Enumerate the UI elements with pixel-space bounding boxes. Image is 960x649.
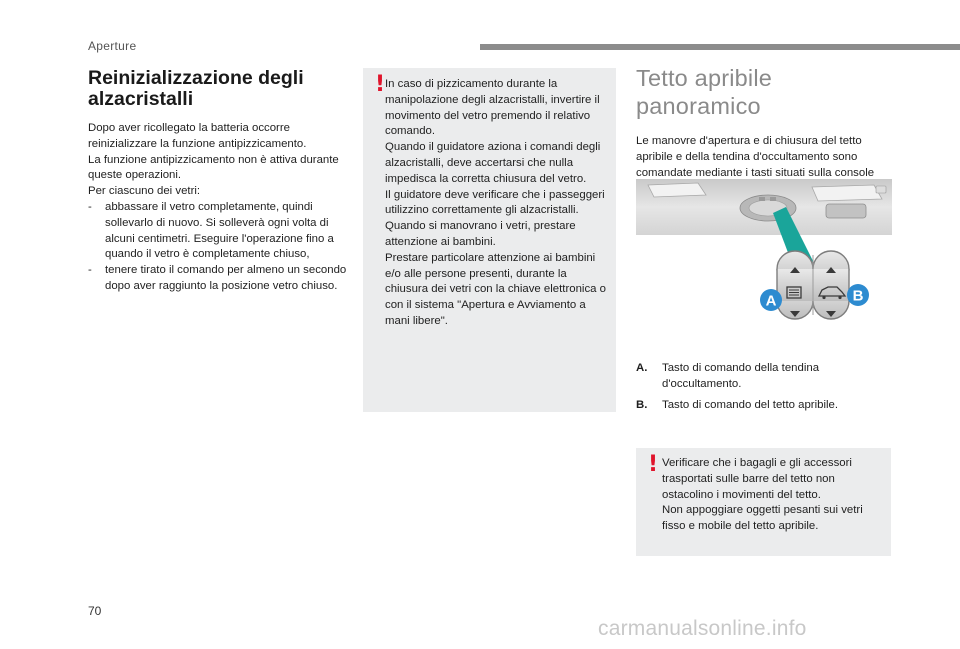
- legend-key: A.: [636, 362, 648, 374]
- list-dash: -: [88, 264, 92, 277]
- reinit-heading: [88, 68, 350, 110]
- sunroof-heading: Tetto apribile panoramico: [636, 65, 773, 119]
- warning-paragraph: Quando si manovrano i vetri, prestare attenzione ai bambini.: [385, 220, 576, 248]
- step-text: tenere tirato il comando per almeno un secondo dopo aver raggiunto la posizione vetro chiuso.: [105, 264, 347, 292]
- legend-text: Tasto di comando del tetto apribile.: [662, 398, 839, 411]
- legend-text: Tasto di comando della tendina d'occultamento.: [662, 362, 820, 390]
- roof-console-illustration: [636, 179, 892, 335]
- sunroof-switch-module: [777, 251, 849, 319]
- console-button-small: [770, 197, 776, 201]
- console-button-small: [759, 197, 765, 201]
- warning-paragraph: Quando il guidatore aziona i comandi degli alzacristalli, deve accertarsi che nulla impedisca la corretta chiusura del vetro.: [385, 141, 601, 185]
- warning-paragraph: Il guidatore deve verificare che i passeggeri utilizzino correttamente gli alzacristalli.: [385, 188, 605, 217]
- section-title: Aperture: [88, 39, 137, 53]
- roof-console-svg: [636, 179, 892, 335]
- warning-box-pinch: [363, 68, 616, 412]
- reinit-intro-1: Dopo aver ricollegato la batteria occorre reinizializzare la funzione antipizzicamento.: [88, 122, 307, 150]
- reinit-heading-line2: alzacristalli: [88, 88, 194, 110]
- step-text: abbassare il vetro completamente, quindi sollevarlo di nuovo. Si solleverà ogni volta di alcuni centimetri. Eseguire l'operazione fino a quando il vetro è completamente chiuso,: [105, 200, 334, 261]
- warning-text: [385, 77, 612, 330]
- sunroof-legend: [636, 361, 892, 418]
- reinit-heading-line1: Reinizializzazione degli: [88, 67, 304, 89]
- warning-paragraph: In caso di pizzicamento durante la manipolazione degli alzacristalli, invertire il movimento del vetro premendo il relativo comando.: [385, 78, 600, 138]
- sun-visor-right: [812, 185, 882, 201]
- warning-box-roof-load: [636, 448, 891, 556]
- sunroof-column: [636, 64, 892, 197]
- warning-paragraph: Non appoggiare oggetti pesanti sui vetri fisso e mobile del tetto apribile.: [662, 504, 863, 533]
- warning-icon: !: [648, 452, 659, 477]
- list-dash: -: [88, 200, 92, 213]
- warning-paragraph: Prestare particolare attenzione ai bambini e/o alle persone presenti, durante la chiusura dei vetri con la chiave elettronica o con il sistema "Apertura e Avviamento a mani libere".: [385, 251, 606, 327]
- header-rule: [480, 44, 960, 50]
- sunroof-intro: Le manovre d'apertura e di chiusura del tetto apribile e della tendina d'occultamento sono comandate mediante i tasti situati sulla console: [636, 135, 875, 179]
- warning-icon: !: [375, 72, 386, 97]
- legend-key: B.: [636, 398, 648, 411]
- sun-visor-left: [648, 183, 706, 197]
- label-a: A: [765, 292, 777, 310]
- reinit-column: [88, 68, 350, 295]
- legend-item-a: [636, 361, 892, 393]
- watermark: carmanualsonline.info: [598, 617, 807, 640]
- legend-item-b: [636, 398, 892, 414]
- label-b: B: [852, 287, 864, 305]
- page-number: 70: [88, 604, 102, 618]
- list-item: [88, 263, 350, 295]
- visor-clip: [876, 186, 886, 193]
- reinit-intro-2: La funzione antipizzicamento non è attiva durante queste operazioni.: [88, 153, 339, 182]
- reinit-intro-3: Per ciascuno dei vetri:: [88, 185, 201, 198]
- reinit-steps: [88, 200, 350, 295]
- warning-paragraph: Verificare che i bagagli e gli accessori trasportati sulle barre del tetto non ostacolino i movimenti del tetto.: [662, 457, 852, 501]
- warning-text: [662, 456, 885, 535]
- list-item: [88, 200, 350, 263]
- vanity-mirror: [826, 204, 866, 218]
